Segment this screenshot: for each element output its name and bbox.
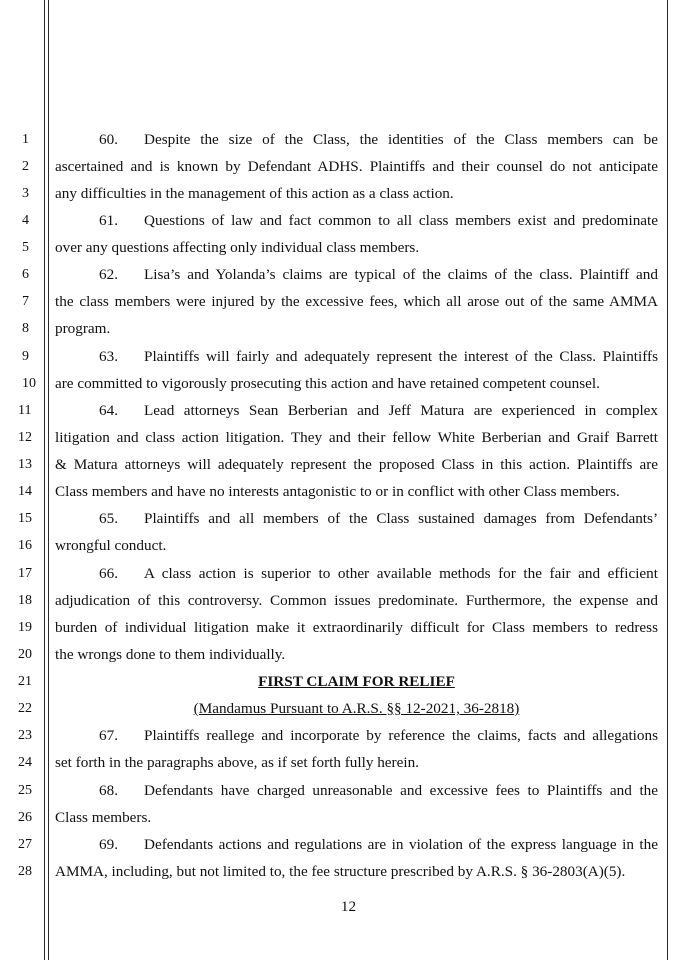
line-number: 12 [18, 430, 32, 445]
paragraph-64-line-2: litigation and class action litigation. They and their fellow White Berberian and Graif Barrett [55, 429, 658, 446]
paragraph-64-line-4: Class members and have no interests antagonistic to or in conflict with other Class members. [55, 483, 620, 500]
line-number: 28 [18, 864, 32, 879]
paragraph-number: 63. [99, 348, 118, 365]
right-margin-rule [667, 0, 668, 960]
paragraph-65-line-1: 65. Plaintiffs and all members of the Class sustained damages from Defendants’ [99, 510, 658, 527]
paragraph-62-line-1: 62. Lisa’s and Yolanda’s claims are typical of the claims of the class. Plaintiff and [99, 266, 658, 283]
line-number: 23 [18, 728, 32, 743]
line-number: 13 [18, 457, 32, 472]
left-margin-rule-inner [48, 0, 49, 960]
line-number: 16 [18, 538, 32, 553]
paragraph-68-line-1: 68. Defendants have charged unreasonable and excessive fees to Plaintiffs and the [99, 782, 658, 799]
line-number: 21 [18, 674, 32, 689]
paragraph-69-line-2: AMMA, including, but not limited to, the fee structure prescribed by A.R.S. § 36-2803(A)(5). [55, 863, 626, 880]
line-number: 18 [18, 593, 32, 608]
line-number: 14 [18, 484, 32, 499]
line-number: 1 [22, 132, 29, 147]
line-number: 17 [18, 566, 32, 581]
paragraph-61-line-2: over any questions affecting only individual class members. [55, 239, 420, 256]
paragraph-62-line-2: the class members were injured by the excessive fees, which all arose out of the same AMMA [55, 293, 658, 310]
paragraph-61-line-1: 61. Questions of law and fact common to all class members exist and predominate [99, 212, 658, 229]
paragraph-number: 68. [99, 782, 118, 799]
paragraph-number: 62. [99, 266, 118, 283]
claim-subheading: (Mandamus Pursuant to A.R.S. §§ 12-2021, 36-2818) [193, 700, 520, 717]
paragraph-64-line-1: 64. Lead attorneys Sean Berberian and Jeff Matura are experienced in complex [99, 402, 658, 419]
paragraph-67-line-1: 67. Plaintiffs reallege and incorporate by reference the claims, facts and allegations [99, 727, 658, 744]
line-number: 26 [18, 810, 32, 825]
paragraph-66-line-4: the wrongs done to them individually. [55, 646, 286, 663]
paragraph-66-line-2: adjudication of this controversy. Common issues predominate. Furthermore, the expense and [55, 592, 658, 609]
left-margin-rule [44, 0, 45, 960]
paragraph-number: 60. [99, 131, 118, 148]
paragraph-66-line-3: burden of individual litigation make it extraordinarily difficult for Class members to redress [55, 619, 658, 636]
paragraph-62-line-3: program. [55, 320, 111, 337]
line-number: 9 [22, 349, 29, 364]
line-number: 8 [22, 321, 29, 336]
line-number: 4 [22, 213, 29, 228]
page-number: 12 [340, 898, 357, 915]
paragraph-number: 61. [99, 212, 118, 229]
paragraph-number: 67. [99, 727, 118, 744]
line-number: 24 [18, 755, 32, 770]
paragraph-60-line-2: ascertained and is known by Defendant ADHS. Plaintiffs and their counsel do not anticipate [55, 158, 658, 175]
line-number: 20 [18, 647, 32, 662]
paragraph-67-line-2: set forth in the paragraphs above, as if set forth fully herein. [55, 754, 419, 771]
paragraph-number: 64. [99, 402, 118, 419]
paragraph-64-line-3: & Matura attorneys will adequately represent the proposed Class in this action. Plaintiffs are [55, 456, 658, 473]
line-number: 25 [18, 783, 32, 798]
line-number: 11 [18, 403, 32, 418]
paragraph-number: 69. [99, 836, 118, 853]
paragraph-number: 66. [99, 565, 118, 582]
line-number: 19 [18, 620, 32, 635]
paragraph-63-line-1: 63. Plaintiffs will fairly and adequately represent the interest of the Class. Plaintiffs [99, 348, 658, 365]
paragraph-68-line-2: Class members. [55, 809, 152, 826]
paragraph-63-line-2: are committed to vigorously prosecuting this action and have retained competent counsel. [55, 375, 600, 392]
line-number: 2 [22, 159, 29, 174]
line-number: 7 [22, 294, 29, 309]
line-number: 3 [22, 186, 29, 201]
line-number: 5 [22, 240, 29, 255]
line-number: 15 [18, 511, 32, 526]
paragraph-66-line-1: 66. A class action is superior to other available methods for the fair and efficient [99, 565, 658, 582]
line-number: 10 [22, 376, 36, 391]
paragraph-number: 65. [99, 510, 118, 527]
line-number: 6 [22, 267, 29, 282]
paragraph-60-line-3: any difficulties in the management of this action as a class action. [55, 185, 454, 202]
paragraph-69-line-1: 69. Defendants actions and regulations are in violation of the express language in the [99, 836, 658, 853]
line-number: 22 [18, 701, 32, 716]
claim-heading: FIRST CLAIM FOR RELIEF [258, 673, 455, 690]
line-number: 27 [18, 837, 32, 852]
paragraph-60-line-1: 60. Despite the size of the Class, the identities of the Class members can be [99, 131, 658, 148]
paragraph-65-line-2: wrongful conduct. [55, 537, 167, 554]
